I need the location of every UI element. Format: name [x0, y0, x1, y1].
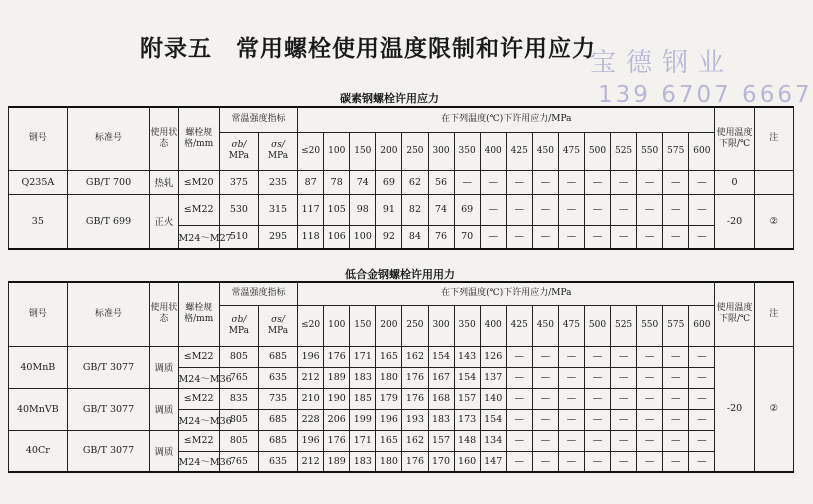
allowable-stress: — [611, 170, 637, 194]
allowable-stress: — [584, 367, 610, 388]
temp-col-header: 450 [532, 132, 558, 170]
allowable-stress: — [558, 409, 584, 430]
allowable-stress: — [558, 225, 584, 249]
allowable-stress: 157 [428, 430, 454, 451]
temp-col-header: 450 [532, 305, 558, 346]
header-standard: 标准号 [67, 282, 150, 346]
page-title: 附录五 常用螺栓使用温度限制和许用应力 [140, 35, 596, 62]
table-row [9, 346, 794, 367]
allowable-stress: 183 [350, 367, 376, 388]
allowable-stress: 162 [402, 346, 428, 367]
allowable-stress: — [584, 225, 610, 249]
allowable-stress: — [611, 346, 637, 367]
allowable-stress: 199 [350, 409, 376, 430]
allowable-stress: 148 [454, 430, 480, 451]
tensile-strength: 530 [219, 194, 258, 225]
temp-col-header: 550 [637, 132, 663, 170]
allowable-stress: 91 [376, 194, 402, 225]
allowable-stress: — [532, 367, 558, 388]
allowable-stress: 196 [298, 430, 324, 451]
condition: 调质 [150, 346, 178, 388]
allowable-stress: 157 [454, 388, 480, 409]
allowable-stress: 140 [480, 388, 506, 409]
temp-col-header: 300 [428, 305, 454, 346]
yield-strength: 235 [258, 170, 297, 194]
allowable-stress: 183 [350, 451, 376, 472]
table-row [9, 194, 794, 225]
header-ss [258, 132, 297, 170]
header-condition: 使用状态 [150, 282, 178, 346]
allowable-stress: — [558, 170, 584, 194]
yield-strength: 685 [258, 409, 297, 430]
allowable-stress: — [611, 409, 637, 430]
temp-col-header: 600 [689, 132, 715, 170]
allowable-stress: — [611, 430, 637, 451]
table-row [9, 388, 794, 409]
steel-grade: 40Cr [9, 430, 68, 472]
header-ss-unit: MPa [267, 151, 289, 161]
allowable-stress: 228 [298, 409, 324, 430]
yield-strength: 295 [258, 225, 297, 249]
temp-col-header: ≤20 [298, 305, 324, 346]
allowable-stress: — [506, 388, 532, 409]
allowable-stress: — [532, 409, 558, 430]
allowable-stress: 176 [324, 430, 350, 451]
allowable-stress: — [689, 170, 715, 194]
allowable-stress: 74 [428, 194, 454, 225]
allowable-stress: — [584, 170, 610, 194]
allowable-stress: — [663, 451, 689, 472]
tensile-strength: 805 [219, 409, 258, 430]
temp-col-header: 250 [402, 305, 428, 346]
bolt-spec: M24～M27 [178, 225, 219, 249]
tensile-strength: 805 [219, 430, 258, 451]
allowable-stress: 165 [376, 346, 402, 367]
allowable-stress: 117 [298, 194, 324, 225]
allowable-stress: 154 [454, 367, 480, 388]
temp-col-header: 550 [637, 305, 663, 346]
standard-number: GB/T 700 [67, 170, 150, 194]
temp-col-header: ≤20 [298, 132, 324, 170]
allowable-stress: 100 [350, 225, 376, 249]
temp-col-header: 300 [428, 132, 454, 170]
allowable-stress: 69 [454, 194, 480, 225]
allowable-stress: — [480, 170, 506, 194]
allowable-stress: — [532, 194, 558, 225]
condition: 正火 [150, 194, 178, 249]
note: ② [754, 194, 793, 249]
allowable-stress: 180 [376, 451, 402, 472]
header-bolt-spec: 螺栓规格/mm [178, 282, 219, 346]
allowable-stress: — [532, 346, 558, 367]
allowable-stress: 134 [480, 430, 506, 451]
header-sb-unit: MPa [228, 325, 250, 336]
allowable-stress: 183 [428, 409, 454, 430]
allowable-stress: 180 [376, 367, 402, 388]
allowable-stress: 160 [454, 451, 480, 472]
allowable-stress: — [689, 409, 715, 430]
header-sb-unit: MPa [228, 151, 250, 161]
condition: 热轧 [150, 170, 178, 194]
bolt-spec: M24～M36 [178, 367, 219, 388]
bolt-spec: M24～M36 [178, 409, 219, 430]
header-condition: 使用状态 [150, 107, 178, 170]
note [754, 170, 793, 194]
allowable-stress: — [506, 367, 532, 388]
allowable-stress: — [558, 388, 584, 409]
allowable-stress: 170 [428, 451, 454, 472]
steel-grade: 40MnVB [9, 388, 68, 430]
tensile-strength: 765 [219, 451, 258, 472]
allowable-stress: — [637, 346, 663, 367]
allowable-stress: — [558, 451, 584, 472]
bolt-spec: ≤M22 [178, 346, 219, 367]
temp-col-header: 250 [402, 132, 428, 170]
allowable-stress: — [611, 225, 637, 249]
allowable-stress: 171 [350, 430, 376, 451]
header-note: 注 [754, 107, 793, 170]
alloy-steel-bolt-table [8, 281, 794, 473]
allowable-stress: 212 [298, 451, 324, 472]
yield-strength: 735 [258, 388, 297, 409]
allowable-stress: — [584, 346, 610, 367]
allowable-stress: — [663, 346, 689, 367]
allowable-stress: 76 [428, 225, 454, 249]
temp-col-header: 400 [480, 305, 506, 346]
allowable-stress: — [689, 225, 715, 249]
steel-grade: Q235A [9, 170, 68, 194]
temp-col-header: 525 [611, 132, 637, 170]
allowable-stress: — [480, 225, 506, 249]
steel-grade: 35 [9, 194, 68, 249]
bolt-spec: ≤M22 [178, 430, 219, 451]
temp-col-header: 100 [324, 305, 350, 346]
table1-caption: 碳素钢螺栓许用应力 [340, 92, 439, 105]
header-temperature-stress: 在下列温度(℃)下许用应力/MPa [298, 282, 715, 305]
temp-col-header: 150 [350, 305, 376, 346]
allowable-stress: 185 [350, 388, 376, 409]
allowable-stress: — [506, 409, 532, 430]
temp-col-header: 200 [376, 132, 402, 170]
allowable-stress: — [663, 430, 689, 451]
header-strength: 常温强度指标 [219, 107, 297, 132]
allowable-stress: — [454, 170, 480, 194]
allowable-stress: 56 [428, 170, 454, 194]
tensile-strength: 375 [219, 170, 258, 194]
temp-col-header: 100 [324, 132, 350, 170]
allowable-stress: 74 [350, 170, 376, 194]
allowable-stress: — [689, 367, 715, 388]
allowable-stress: 162 [402, 430, 428, 451]
min-temperature: -20 [715, 346, 754, 472]
allowable-stress: — [584, 451, 610, 472]
allowable-stress: — [558, 346, 584, 367]
header-sb-symbol: σb/ [231, 314, 247, 325]
header-sb [219, 132, 258, 170]
header-temperature-stress: 在下列温度(℃)下许用应力/MPa [298, 107, 715, 132]
allowable-stress: 137 [480, 367, 506, 388]
table2-caption: 低合金钢螺栓许用用力 [345, 268, 455, 281]
allowable-stress: 179 [376, 388, 402, 409]
temp-col-header: 475 [558, 305, 584, 346]
condition: 调质 [150, 430, 178, 472]
header-ss [258, 305, 297, 346]
note: ② [754, 346, 793, 472]
temp-col-header: 150 [350, 132, 376, 170]
condition: 调质 [150, 388, 178, 430]
temp-col-header: 525 [611, 305, 637, 346]
table-row [9, 430, 794, 451]
yield-strength: 635 [258, 367, 297, 388]
allowable-stress: — [637, 388, 663, 409]
temp-col-header: 425 [506, 132, 532, 170]
allowable-stress: 193 [402, 409, 428, 430]
allowable-stress: 126 [480, 346, 506, 367]
temp-col-header: 500 [584, 132, 610, 170]
allowable-stress: — [506, 194, 532, 225]
allowable-stress: 167 [428, 367, 454, 388]
allowable-stress: — [689, 346, 715, 367]
temp-col-header: 350 [454, 132, 480, 170]
min-temperature: -20 [715, 194, 754, 249]
allowable-stress: — [532, 225, 558, 249]
allowable-stress: — [689, 194, 715, 225]
header-sb [219, 305, 258, 346]
allowable-stress: — [663, 170, 689, 194]
allowable-stress: — [637, 409, 663, 430]
header-bolt-spec: 螺栓规格/mm [178, 107, 219, 170]
watermark-phone: 139 6707 6667 [598, 82, 813, 108]
allowable-stress: 168 [428, 388, 454, 409]
allowable-stress: 82 [402, 194, 428, 225]
header-strength: 常温强度指标 [219, 282, 297, 305]
yield-strength: 315 [258, 194, 297, 225]
allowable-stress: — [532, 170, 558, 194]
temp-col-header: 500 [584, 305, 610, 346]
allowable-stress: 165 [376, 430, 402, 451]
allowable-stress: — [663, 194, 689, 225]
yield-strength: 685 [258, 346, 297, 367]
bolt-spec: M24～M36 [178, 451, 219, 472]
standard-number: GB/T 3077 [67, 388, 150, 430]
allowable-stress: 62 [402, 170, 428, 194]
allowable-stress: 196 [376, 409, 402, 430]
allowable-stress: 196 [298, 346, 324, 367]
allowable-stress: — [558, 367, 584, 388]
temp-col-header: 600 [689, 305, 715, 346]
allowable-stress: — [558, 194, 584, 225]
temp-col-header: 425 [506, 305, 532, 346]
allowable-stress: 106 [324, 225, 350, 249]
allowable-stress: — [611, 194, 637, 225]
allowable-stress: 190 [324, 388, 350, 409]
allowable-stress: 87 [298, 170, 324, 194]
watermark-company: 宝德钢业 [590, 48, 735, 78]
allowable-stress: — [611, 367, 637, 388]
allowable-stress: — [663, 225, 689, 249]
allowable-stress: 84 [402, 225, 428, 249]
allowable-stress: — [506, 170, 532, 194]
allowable-stress: — [480, 194, 506, 225]
standard-number: GB/T 3077 [67, 430, 150, 472]
standard-number: GB/T 3077 [67, 346, 150, 388]
header-ss-symbol: σs/ [271, 140, 285, 150]
allowable-stress: 154 [480, 409, 506, 430]
allowable-stress: — [663, 409, 689, 430]
allowable-stress: — [584, 388, 610, 409]
yield-strength: 635 [258, 451, 297, 472]
allowable-stress: — [663, 388, 689, 409]
allowable-stress: 143 [454, 346, 480, 367]
allowable-stress: 206 [324, 409, 350, 430]
allowable-stress: 147 [480, 451, 506, 472]
allowable-stress: — [506, 346, 532, 367]
temp-col-header: 575 [663, 132, 689, 170]
header-note: 注 [754, 282, 793, 346]
allowable-stress: 189 [324, 451, 350, 472]
allowable-stress: 92 [376, 225, 402, 249]
bolt-spec: ≤M20 [178, 170, 219, 194]
allowable-stress: 118 [298, 225, 324, 249]
allowable-stress: — [689, 451, 715, 472]
allowable-stress: — [584, 430, 610, 451]
header-sb-symbol: σb/ [231, 140, 247, 150]
allowable-stress: — [506, 451, 532, 472]
allowable-stress: 176 [402, 367, 428, 388]
header-standard: 标准号 [67, 107, 150, 170]
header-min-temp: 使用温度下限/℃ [715, 282, 754, 346]
allowable-stress: — [611, 388, 637, 409]
allowable-stress: 70 [454, 225, 480, 249]
allowable-stress: 78 [324, 170, 350, 194]
allowable-stress: 98 [350, 194, 376, 225]
steel-grade: 40MnB [9, 346, 68, 388]
yield-strength: 685 [258, 430, 297, 451]
table-row [9, 170, 794, 194]
carbon-steel-bolt-table [8, 106, 794, 250]
temp-col-header: 475 [558, 132, 584, 170]
allowable-stress: 176 [402, 451, 428, 472]
allowable-stress: 69 [376, 170, 402, 194]
bolt-spec: ≤M22 [178, 194, 219, 225]
temp-col-header: 575 [663, 305, 689, 346]
allowable-stress: — [611, 451, 637, 472]
allowable-stress: — [532, 388, 558, 409]
temp-col-header: 400 [480, 132, 506, 170]
allowable-stress: 154 [428, 346, 454, 367]
allowable-stress: — [637, 170, 663, 194]
allowable-stress: — [637, 367, 663, 388]
header-ss-unit: MPa [267, 325, 289, 336]
header-steel-grade: 钢号 [9, 107, 68, 170]
allowable-stress: 176 [324, 346, 350, 367]
tensile-strength: 765 [219, 367, 258, 388]
allowable-stress: — [637, 451, 663, 472]
allowable-stress: 105 [324, 194, 350, 225]
tensile-strength: 805 [219, 346, 258, 367]
allowable-stress: 176 [402, 388, 428, 409]
temp-col-header: 200 [376, 305, 402, 346]
allowable-stress: 210 [298, 388, 324, 409]
allowable-stress: — [689, 430, 715, 451]
temp-col-header: 350 [454, 305, 480, 346]
allowable-stress: — [506, 430, 532, 451]
allowable-stress: 173 [454, 409, 480, 430]
allowable-stress: — [689, 388, 715, 409]
min-temperature: 0 [715, 170, 754, 194]
tensile-strength: 510 [219, 225, 258, 249]
allowable-stress: — [506, 225, 532, 249]
allowable-stress: — [637, 194, 663, 225]
tensile-strength: 835 [219, 388, 258, 409]
allowable-stress: — [584, 194, 610, 225]
allowable-stress: 189 [324, 367, 350, 388]
allowable-stress: — [558, 430, 584, 451]
allowable-stress: 171 [350, 346, 376, 367]
allowable-stress: — [532, 430, 558, 451]
allowable-stress: — [637, 430, 663, 451]
header-ss-symbol: σs/ [271, 314, 285, 325]
allowable-stress: 212 [298, 367, 324, 388]
allowable-stress: — [637, 225, 663, 249]
allowable-stress: — [663, 367, 689, 388]
header-steel-grade: 钢号 [9, 282, 68, 346]
header-min-temp: 使用温度下限/℃ [715, 107, 754, 170]
allowable-stress: — [532, 451, 558, 472]
standard-number: GB/T 699 [67, 194, 150, 249]
bolt-spec: ≤M22 [178, 388, 219, 409]
allowable-stress: — [584, 409, 610, 430]
